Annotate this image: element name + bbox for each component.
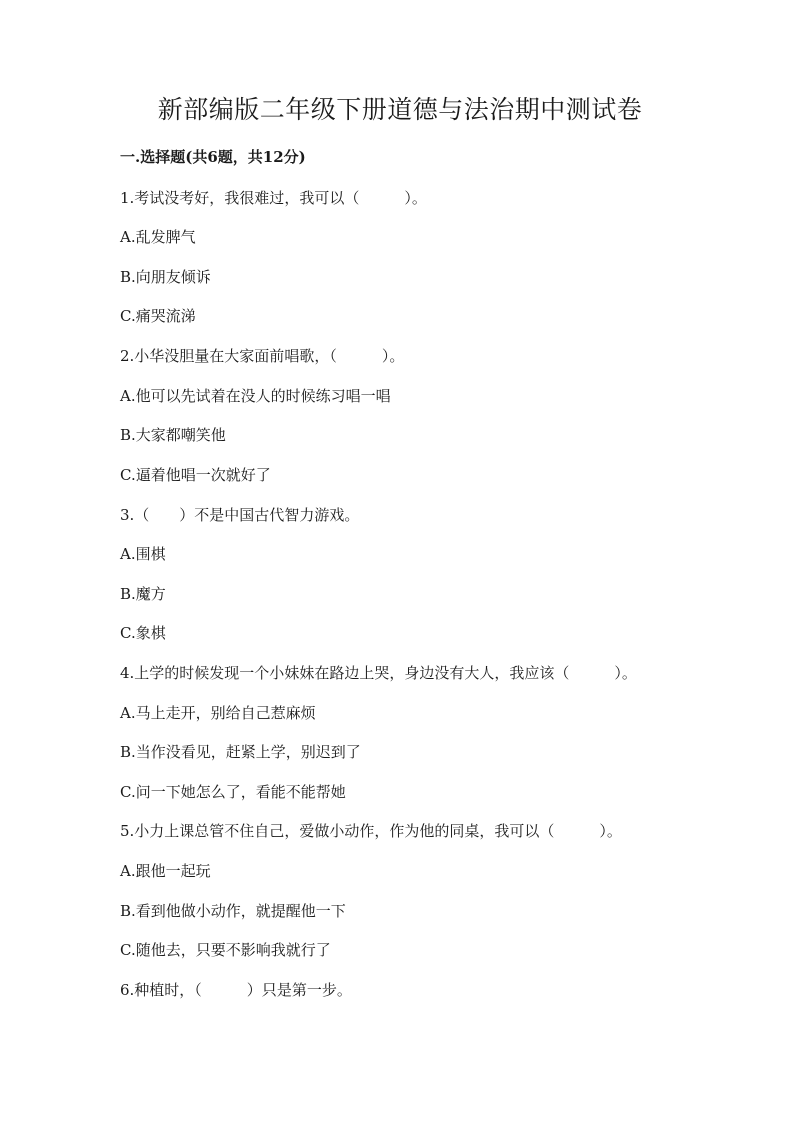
- question-6: 6.种植时，（ ）只是第一步。: [120, 981, 352, 999]
- question-1: 1.考试没考好，我很难过，我可以（ ）。: [120, 189, 427, 207]
- option-5a: A.跟他一起玩: [120, 862, 211, 880]
- option-2b: B.大家都嘲笑他: [120, 426, 226, 444]
- question-5: 5.小力上课总管不住自己，爱做小动作，作为他的同桌，我可以（ ）。: [120, 822, 622, 840]
- option-1c: C.痛哭流涕: [120, 307, 196, 325]
- document-title: 新部编版二年级下册道德与法治期中测试卷: [157, 95, 643, 124]
- option-4b: B.当作没看见，赶紧上学，别迟到了: [120, 743, 361, 761]
- option-5b: B.看到他做小动作，就提醒他一下: [120, 902, 346, 920]
- option-3c: C.象棋: [120, 624, 166, 642]
- question-2: 2.小华没胆量在大家面前唱歌，（ ）。: [120, 347, 405, 365]
- question-3: 3.（ ）不是中国古代智力游戏。: [120, 506, 360, 524]
- option-3b: B.魔方: [120, 585, 166, 603]
- option-2c: C.逼着他唱一次就好了: [120, 466, 271, 484]
- option-3a: A.围棋: [120, 545, 166, 563]
- option-5c: C.随他去，只要不影响我就行了: [120, 941, 331, 959]
- option-1a: A.乱发脾气: [120, 228, 196, 246]
- option-1b: B.向朋友倾诉: [120, 268, 211, 286]
- section-heading: 一.选择题(共6题，共12分): [120, 148, 306, 166]
- option-4a: A.马上走开，别给自己惹麻烦: [120, 704, 316, 722]
- question-4: 4.上学的时候发现一个小妹妹在路边上哭，身边没有大人，我应该（ ）。: [120, 664, 637, 682]
- option-4c: C.问一下她怎么了，看能不能帮她: [120, 783, 346, 801]
- option-2a: A.他可以先试着在没人的时候练习唱一唱: [120, 387, 391, 405]
